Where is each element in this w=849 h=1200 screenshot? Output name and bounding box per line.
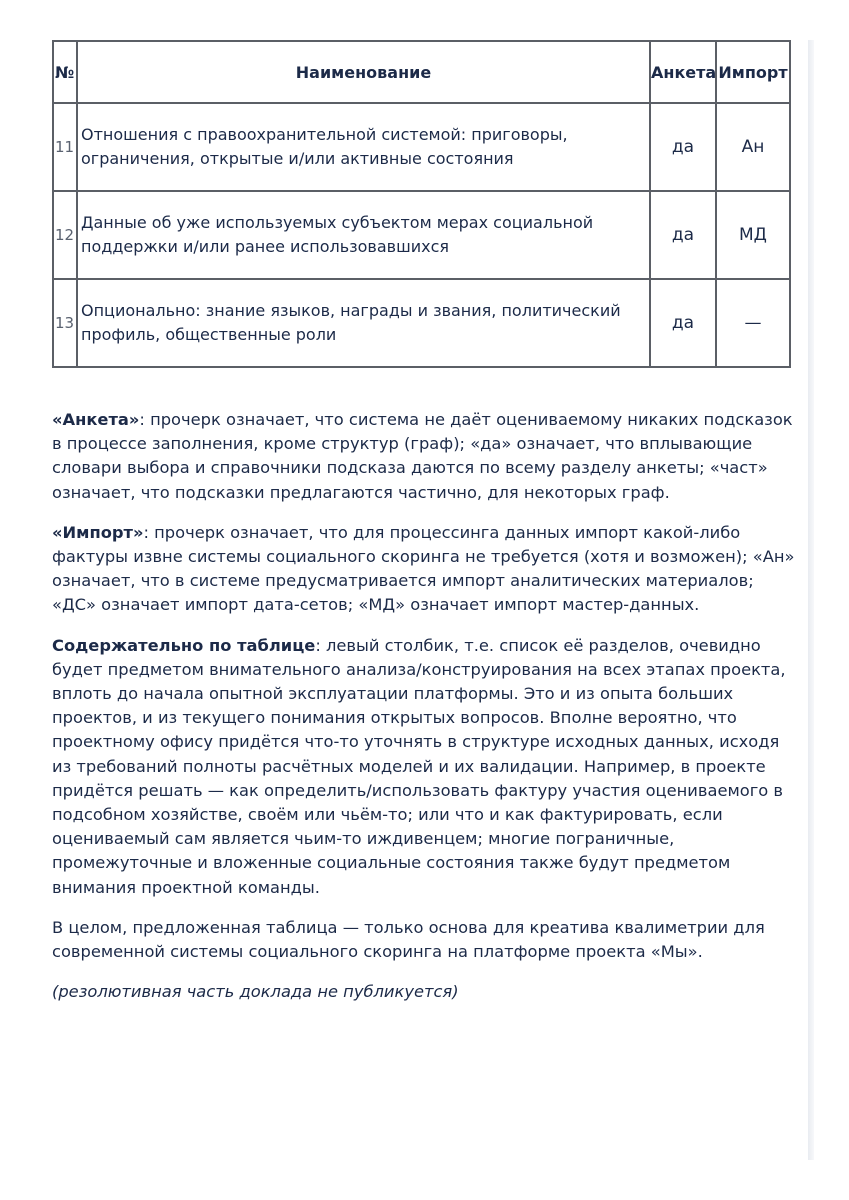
row-import: МД (716, 191, 790, 279)
data-table (52, 40, 791, 368)
row-import: — (716, 279, 790, 367)
header-num: № (53, 41, 77, 103)
row-num: 11 (53, 103, 77, 191)
row-num: 13 (53, 279, 77, 367)
row-name: Данные об уже используемых субъектом мерах социальной поддержки и/или ранее использовавшихся (77, 191, 650, 279)
header-import: Импорт (716, 41, 790, 103)
table-header-row (53, 41, 790, 103)
header-name: Наименование (77, 41, 650, 103)
paragraph-table-discussion (52, 634, 800, 900)
table-row (53, 103, 790, 191)
table-row (53, 191, 790, 279)
page-edge-shadow (808, 40, 814, 1160)
table-row (53, 279, 790, 367)
row-name: Опционально: знание языков, награды и звания, политический профиль, общественные роли (77, 279, 650, 367)
paragraph-lead: Содержательно по таблице (52, 635, 316, 655)
row-questionnaire: да (650, 279, 716, 367)
body-text (52, 408, 800, 1020)
paragraph-text: : левый столбик, т.е. список её разделов, очевидно будет предметом внимательного анализа/конструирования на всех этапах проекта, вплоть до начала опытной эксплуатации платформы. Это и из опыта больших проектов, и из текущего понимания открытых вопросов. Вполне вероятно, что проектному офису придётся что-то уточнять в структуре исходных данных, исходя из требований полноты расчётных моделей и их валидации. Например, в проекте придётся решать — как определить/использовать фактуру участия оцениваемого в подсобном хозяйстве, своём или чьём-то; или что и как фактурировать, если оцениваемый сам является чьим-то иждивенцем; многие пограничные, промежуточные и вложенные социальные состояния также будут предметом внимания проектной команды. (52, 635, 786, 897)
paragraph-text: : прочерк означает, что система не даёт оцениваемому никаких подсказок в процессе заполнения, кроме структур (граф); «да» означает, что вплывающие словари выбора и справочники подсказа даются по всему разделу анкеты; «част» означает, что подсказки предлагаются частично, для некоторых граф. (52, 410, 793, 502)
paragraph-lead: «Анкета» (52, 410, 140, 429)
paragraph-note: (резолютивная часть доклада не публикуется) (52, 982, 459, 1002)
row-import: Ан (716, 103, 790, 191)
row-questionnaire: да (650, 191, 716, 279)
paragraph-text: : прочерк означает, что для процессинга данных импорт какой-либо фактуры извне системы социального скоринга не требуется (хотя и возможен); «Ан» означает, что в системе предусматривается импорт аналитических материалов; «ДС» означает импорт дата-сетов; «МД» означает импорт мастер-данных. (52, 522, 795, 615)
row-questionnaire: да (650, 103, 716, 191)
header-questionnaire: Анкета (650, 41, 716, 103)
row-num: 12 (53, 191, 77, 279)
paragraph-conclusion: В целом, предложенная таблица — только основа для креатива квалиметрии для современной системы социального скоринга на платформе проекта «Мы». (52, 917, 765, 962)
paragraph-questionnaire-legend (52, 408, 800, 505)
paragraph-import-legend (52, 521, 800, 618)
row-name: Отношения с правоохранительной системой: приговоры, ограничения, открытые и/или активные состояния (77, 103, 650, 191)
paragraph-lead: «Импорт» (52, 522, 144, 542)
